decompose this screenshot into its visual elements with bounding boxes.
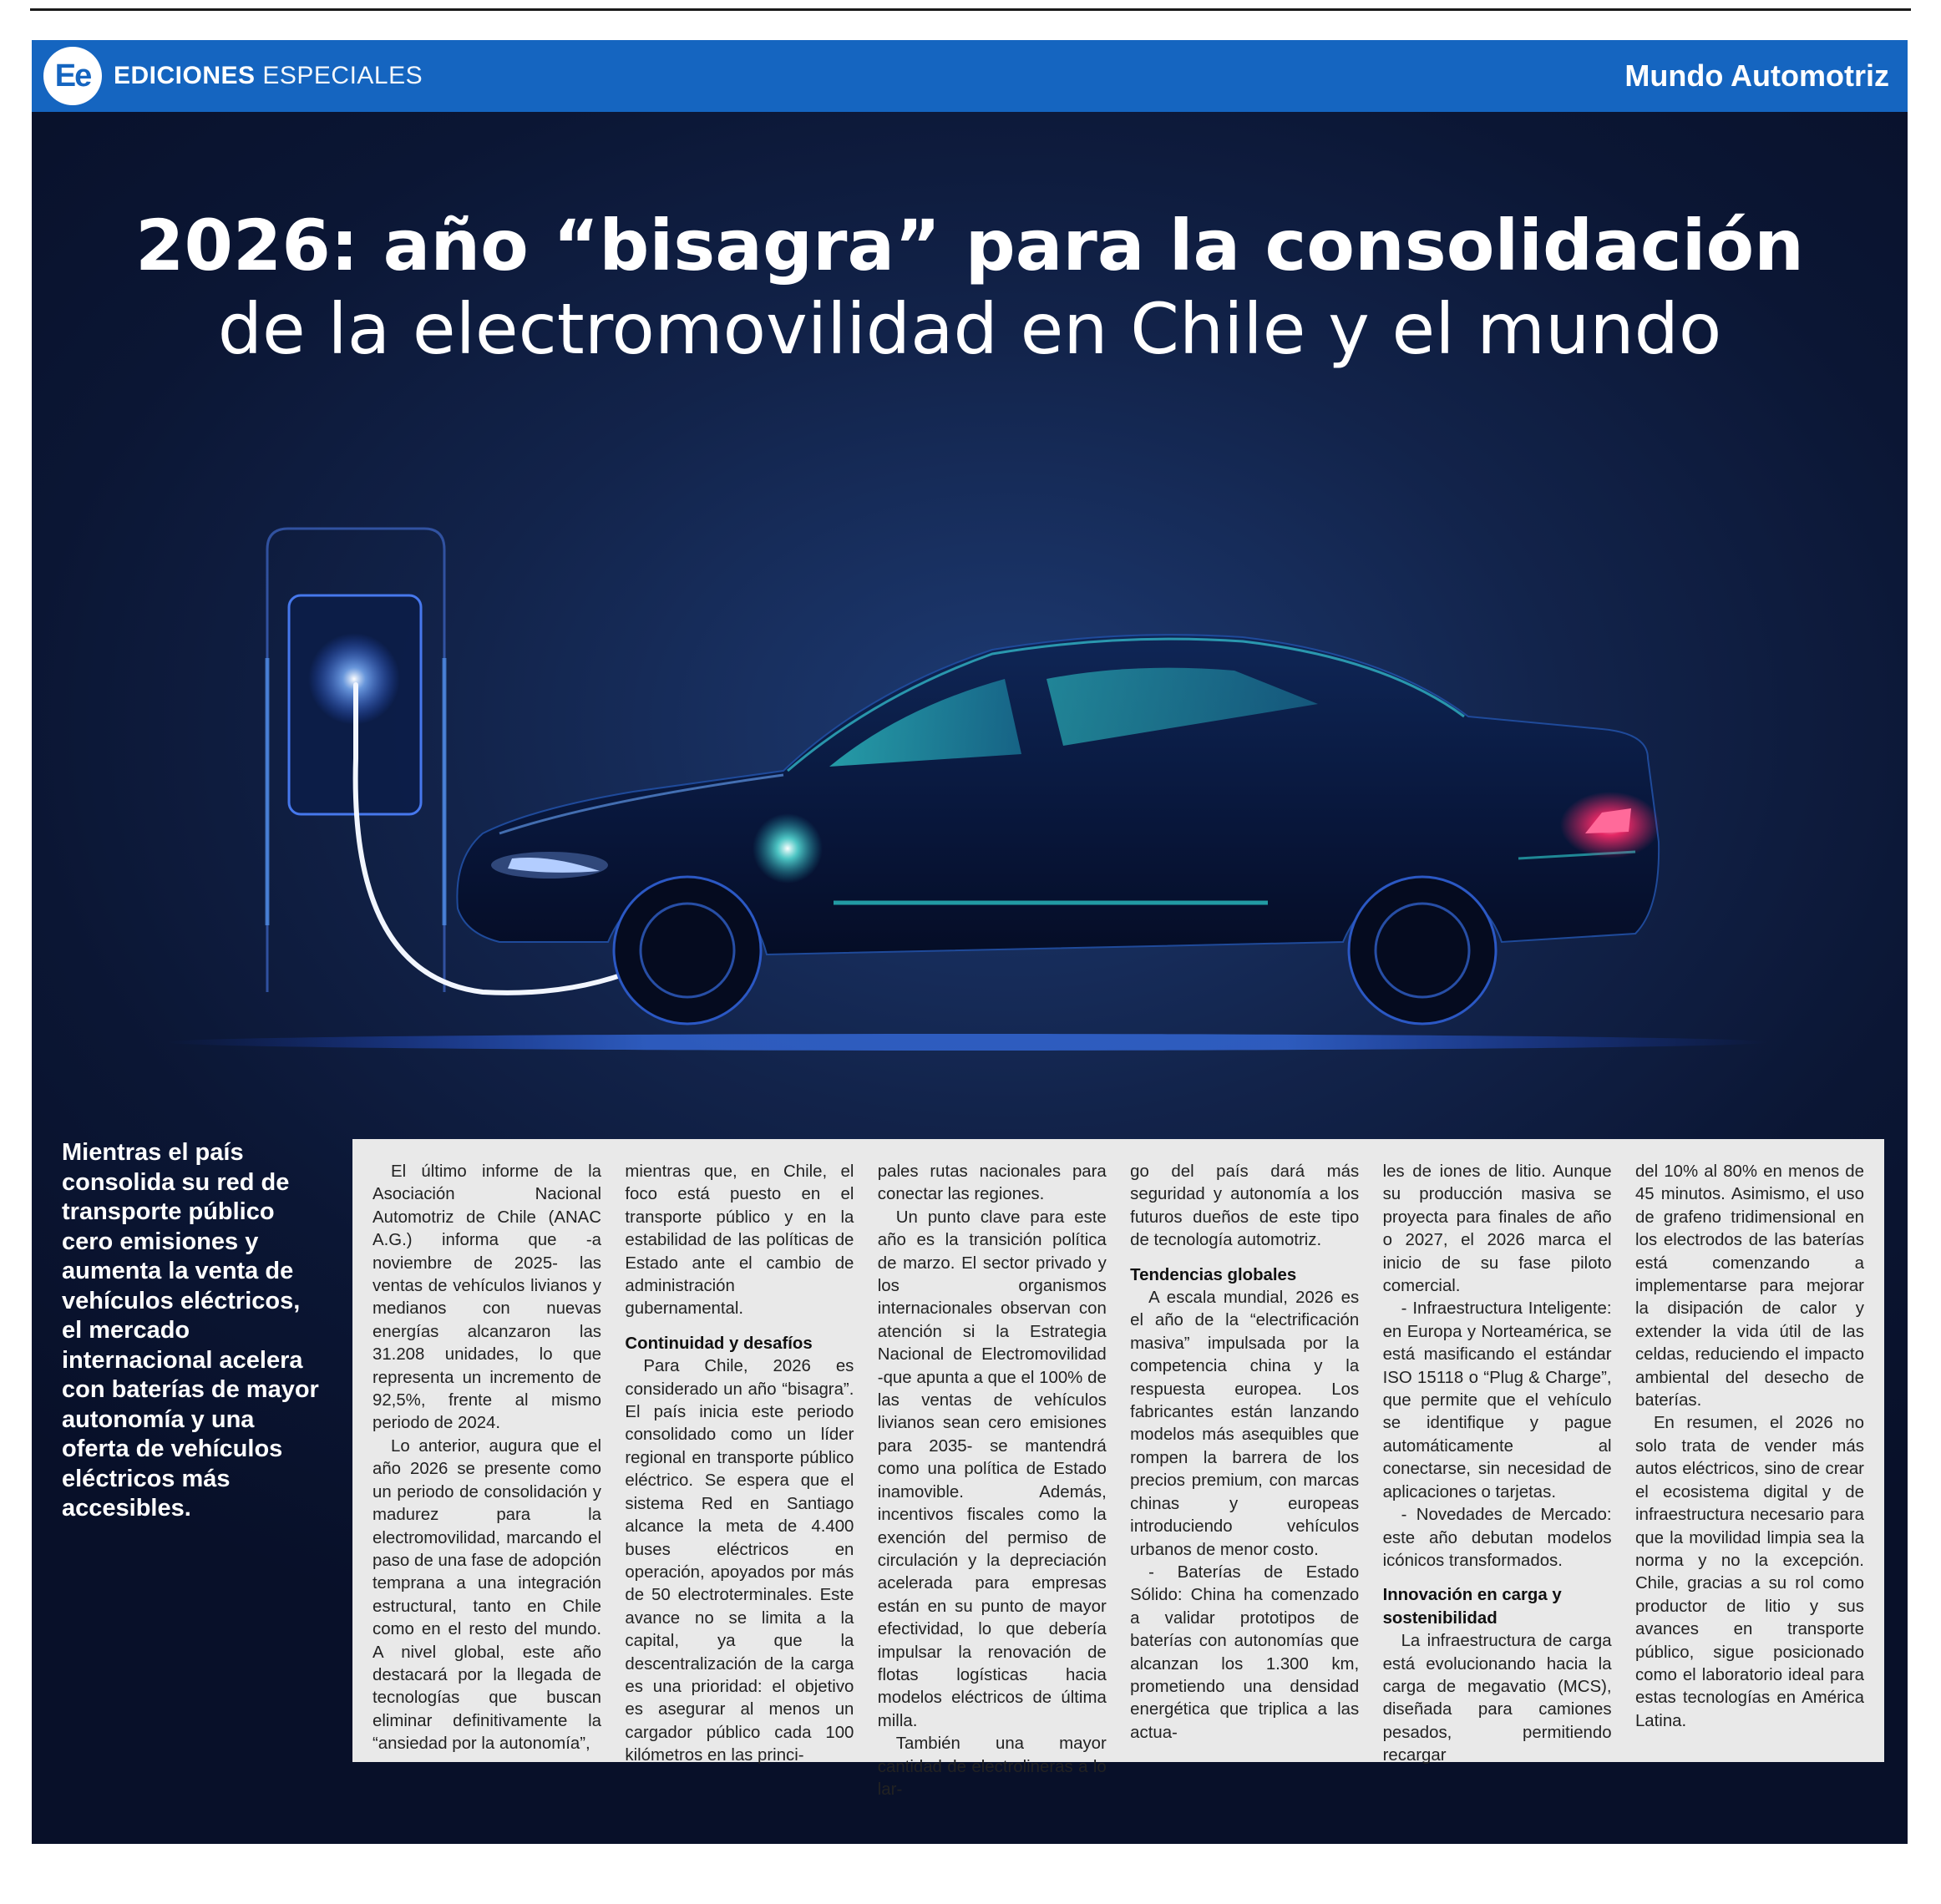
paragraph: - Novedades de Mercado: este año debutan modelos icónicos transformados. xyxy=(1382,1506,1612,1570)
publication-name-bold: EDICIONES xyxy=(114,62,256,89)
paragraph: les de iones de litio. Aunque su producción masiva se proyecta para finales de año o 2027, el 2026 marca el inicio de su fase piloto comercial. xyxy=(1382,1162,1612,1296)
article-column-3 xyxy=(877,1161,1107,1799)
article-column-5 xyxy=(1382,1161,1612,1765)
top-rule xyxy=(30,8,1911,11)
headline xyxy=(32,204,1908,371)
paragraph: pales rutas nacionales para conectar las regiones. xyxy=(877,1162,1107,1204)
paragraph: También una mayor cantidad de electrolineras a lo lar- xyxy=(877,1734,1107,1799)
paragraph: Lo anterior, augura que el año 2026 se presente como un periodo de consolidación y madurez para la electromovilidad, marcando el paso de una fase de adopción temprana a una integración estructural, tanto en Chile como en el resto del mundo. A nivel global, este año destacará por la llegada de tecnologías que buscan eliminar definitivamente la “ansiedad por la autonomía”, xyxy=(372,1436,601,1754)
article-body xyxy=(352,1139,1884,1799)
car-silhouette xyxy=(457,635,1660,1024)
subheading: Continuidad y desafíos xyxy=(625,1334,813,1353)
paragraph: mientras que, en Chile, el foco está puesto en el transporte público y en la estabilidad de las políticas de Estado ante el cambio de administración gubernamental. xyxy=(625,1162,854,1319)
paragraph: - Infraestructura Inteligente: en Europa y Norteamérica, se está masificando el estándar ISO 15118 o “Plug & Charge”, que permite que el vehículo se identifique y pague automáticamente al conectarse, sin necesidad de aplicaciones o tarjetas. xyxy=(1382,1299,1612,1501)
paragraph: En resumen, el 2026 no solo trata de vender más autos eléctricos, sino de crear el ecosistema digital y de infraestructura necesario para que la movilidad limpia sea la norma y no la excepción. Chile, gracias a su rol como productor de litio y sus avances en transporte público, sigue posicionado como el laboratorio ideal para estas tecnologías en América Latina. xyxy=(1634,1414,1864,1730)
headline-line-2: de la electromovilidad en Chile y el mundo xyxy=(217,288,1722,370)
section-name: Mundo Automotriz xyxy=(1624,58,1889,93)
paragraph: - Baterías de Estado Sólido: China ha comenzado a validar prototipos de baterías con autonomías que alcanzan los 1.300 km, prometiendo una densidad energética que triplica a las actua- xyxy=(1130,1562,1360,1742)
page-frame xyxy=(32,40,1908,1844)
paragraph: El último informe de la Asociación Nacional Automotriz de Chile (ANAC A.G.) informa que -a noviembre de 2025- las ventas de vehículos livianos y medianos con nuevas energías alcanzaron las 31.208 unidades, lo que representa un incremento de 92,5%, frente al mismo periodo de 2024. xyxy=(372,1162,601,1433)
article-column-6 xyxy=(1635,1161,1864,1745)
paragraph: La infraestructura de carga está evolucionando hacia la carga de megavatio (MCS), diseñada para camiones pesados, permitiendo recargar xyxy=(1382,1632,1612,1765)
article-column-2 xyxy=(625,1161,854,1765)
article-column-1 xyxy=(372,1161,601,1754)
paragraph: Para Chile, 2026 es considerado un año “bisagra”. El país inicia este periodo consolidado como un líder regional en transporte público eléctrico. Se espera que el sistema Red en Santiago alcance la meta de 4.400 buses eléctricos en operación, apoyados por más de 50 electroterminales. Este avance no se limita a la capital, ya que la descentralización de la carga es una prioridad: el objetivo es asegurar al menos un cargador público cada 100 kilómetros en las princi- xyxy=(625,1357,854,1765)
paragraph: del 10% al 80% en menos de 45 minutos. Asimismo, el uso de grafeno tridimensional en los electrodos de las baterías está comenzando a implementarse para mejorar la disipación de calor y extender la vida útil de las celdas, reduciendo el impacto ambiental del desecho de baterías. xyxy=(1634,1162,1864,1410)
publication-logo: Ee xyxy=(43,47,102,105)
section-banner xyxy=(32,40,1908,112)
subheading: Tendencias globales xyxy=(1130,1265,1297,1284)
lede-text: Mientras el país consolida su red de transporte público cero emisiones y aumenta la venta de vehículos eléctricos, el mercado internacional acelera con baterías de mayor autonomía y una oferta de vehículos eléctricos más accesibles. xyxy=(62,1139,319,1522)
headline-line-1: 2026: año “bisagra” para la consolidación xyxy=(135,205,1804,286)
paragraph: go del país dará más seguridad y autonomía a los futuros dueños de este tipo de tecnología automotriz. xyxy=(1130,1162,1360,1250)
paragraph: Un punto clave para este año es la transición política de marzo. El sector privado y los organismos internacionales observan con atención si la Estrategia Nacional de Electromovilidad -que apunta a que el 100% de las ventas de vehículos livianos sean cero emisiones para 2035- se mantendrá como una política de Estado inamovible. Además, incentivos fiscales como la exención del permiso de circulación y la depreciación acelerada para empresas están en su punto de mayor efectividad, lo que debería impulsar la renovación de flotas logísticas hacia modelos eléctricos de última milla. xyxy=(877,1208,1107,1730)
paragraph: A escala mundial, 2026 es el año de la “electrificación masiva” impulsada por la competencia china y la respuesta europea. Los fabricantes están lanzando modelos más asequibles que rompen la barrera de los precios premium, con marcas chinas y europeas introduciendo vehículos urbanos de menor costo. xyxy=(1130,1289,1360,1559)
subheading: Innovación en carga y sostenibilidad xyxy=(1382,1586,1562,1628)
electric-car-charging-illustration xyxy=(32,441,1908,1092)
publication-name-light: ESPECIALES xyxy=(262,62,423,89)
publication-name xyxy=(114,62,423,90)
publication-brand xyxy=(43,47,423,105)
article-column-4 xyxy=(1130,1161,1359,1745)
